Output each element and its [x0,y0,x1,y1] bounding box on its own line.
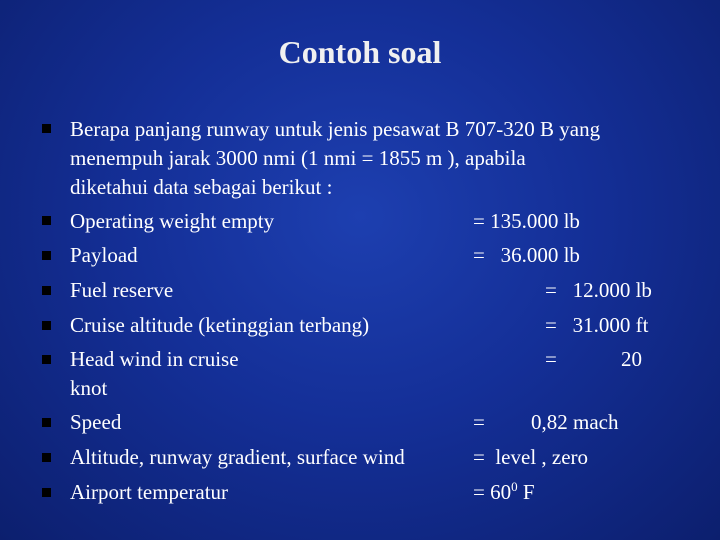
item-value-altitude-gradient-wind: = level , zero [473,445,589,469]
temperature-value: = 60 [473,480,512,504]
item-label-altitude-gradient-wind: Altitude, runway gradient, surface wind [70,445,405,469]
bullet-square-icon [42,286,51,295]
item-label-cruise-altitude: Cruise altitude (ketinggian terbang) [70,313,370,337]
bullet-square-icon [42,321,51,330]
item-value-payload: = 36.000 lb [473,243,580,267]
item-label-operating-weight: Operating weight empty [70,209,275,233]
item-label-airport-temperature: Airport temperatur [70,480,229,504]
item-value-airport-temperature [473,480,535,504]
intro-line-1: Berapa panjang runway untuk jenis pesawat B 707-320 B yang [70,117,601,141]
bullet-square-icon [42,124,51,133]
bullet-square-icon [42,355,51,364]
bullet-square-icon [42,453,51,462]
item-label-payload: Payload [70,243,138,267]
item-value-fuel-reserve: = 12.000 lb [545,278,652,302]
item-label-speed: Speed [70,410,122,434]
item-label-head-wind-continuation: knot [70,376,108,400]
item-label-fuel-reserve: Fuel reserve [70,278,174,302]
item-value-head-wind-num: 20 [621,347,642,371]
item-value-head-wind-eq: = [545,347,557,371]
item-value-cruise-altitude: = 31.000 ft [545,313,649,337]
intro-line-3: diketahui data sebagai berikut : [70,175,333,199]
item-value-speed-eq: = [473,410,485,434]
bullet-square-icon [42,488,51,497]
temperature-superscript: 0 [511,479,518,494]
temperature-unit: F [517,480,535,504]
bullet-square-icon [42,418,51,427]
bullet-square-icon [42,251,51,260]
bullet-square-icon [42,216,51,225]
item-value-speed-num: 0,82 mach [531,410,619,434]
item-value-operating-weight: = 135.000 lb [473,209,580,233]
slide-title: Contoh soal [278,34,442,70]
item-label-head-wind: Head wind in cruise [70,347,239,371]
intro-line-2: menempuh jarak 3000 nmi (1 nmi = 1855 m ), apabila [70,146,526,170]
